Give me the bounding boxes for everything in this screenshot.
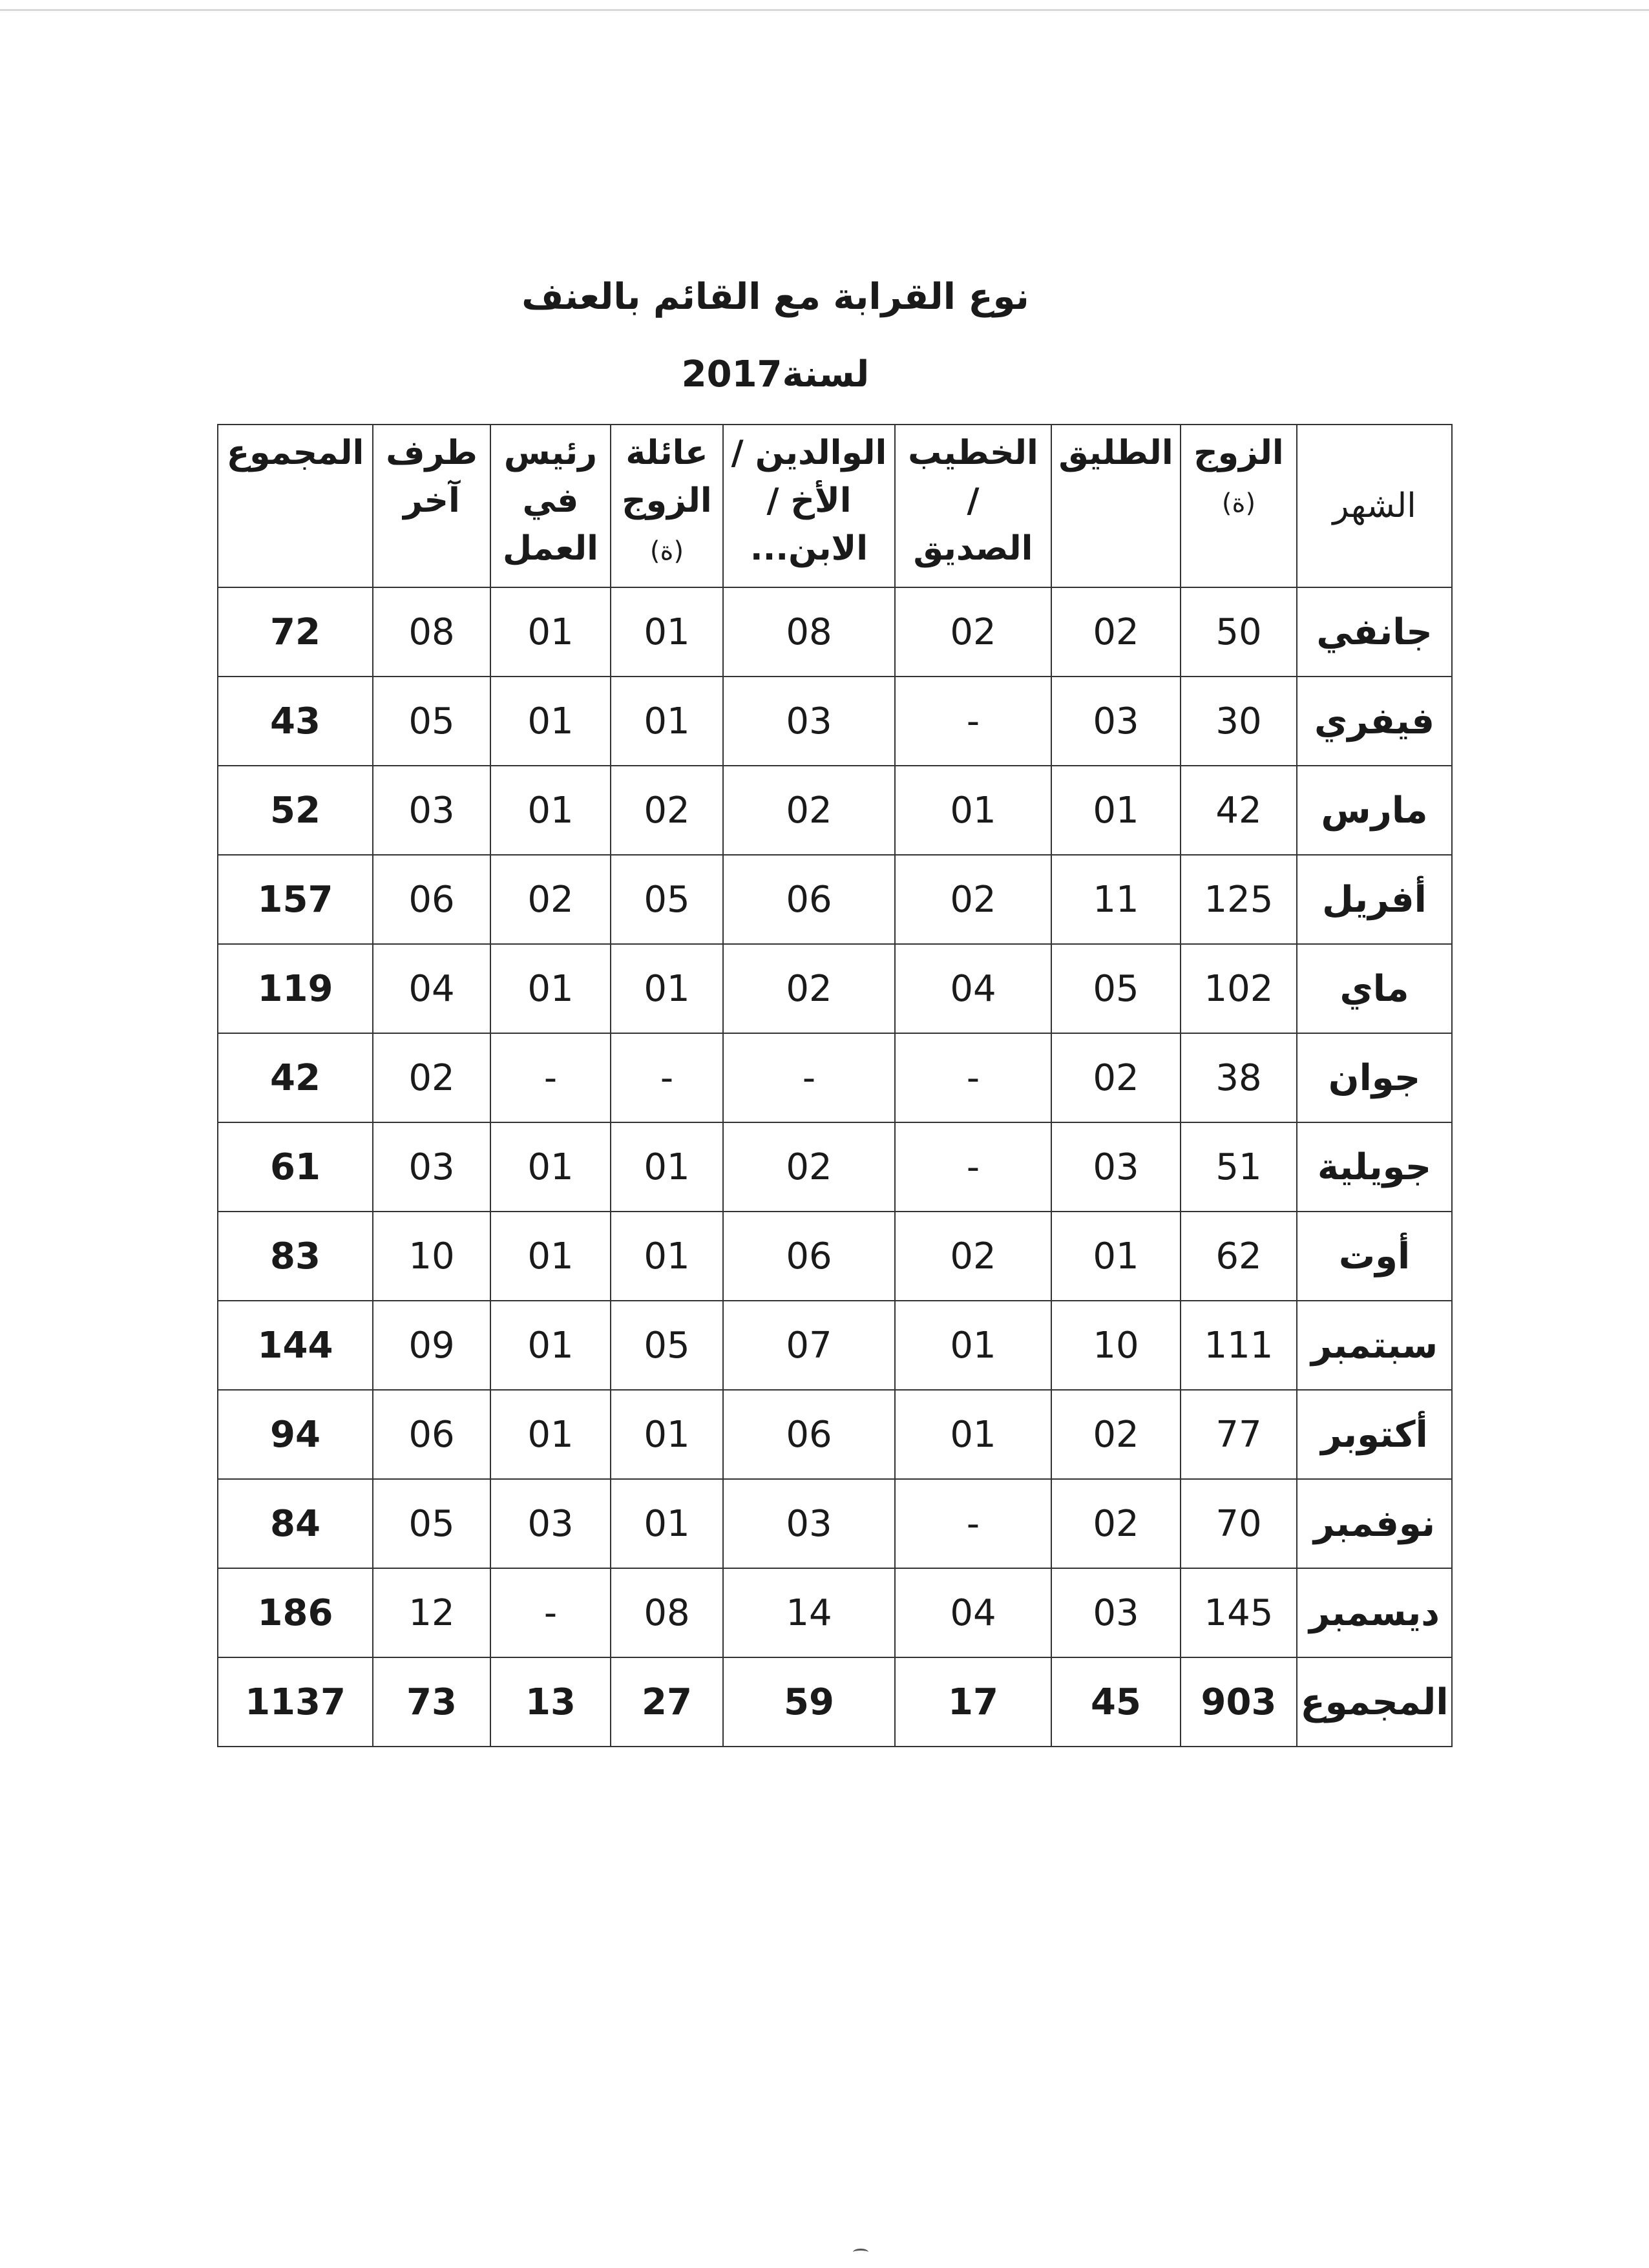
cell-month: جوان <box>1297 1033 1452 1122</box>
cell-other-party: 08 <box>373 587 490 677</box>
cell-total: 52 <box>218 766 373 855</box>
cell-work-boss: 01 <box>490 1212 611 1301</box>
cell-ex-husband: 01 <box>1051 1212 1181 1301</box>
cell-total: 72 <box>218 587 373 677</box>
cell-total: 42 <box>218 1033 373 1122</box>
cell-parents-sibling-son: 02 <box>723 944 895 1033</box>
table-row <box>218 855 1452 944</box>
cell-ex-husband: 03 <box>1051 677 1181 766</box>
cell-other-party: 03 <box>373 766 490 855</box>
cell-fiance-friend: - <box>895 1479 1051 1568</box>
cell-parents-sibling-son: 06 <box>723 1212 895 1301</box>
table-row <box>218 1479 1452 1568</box>
cell-total: 157 <box>218 855 373 944</box>
cell-month: المجموع <box>1297 1657 1452 1747</box>
table-row <box>218 1212 1452 1301</box>
cell-spouse-family: 01 <box>611 677 723 766</box>
cell-month: ماي <box>1297 944 1452 1033</box>
table-row <box>218 1390 1452 1479</box>
header-work-boss: رئيس في العمل <box>490 425 611 587</box>
cell-parents-sibling-son: 06 <box>723 1390 895 1479</box>
cell-spouse-family: 02 <box>611 766 723 855</box>
cell-husband: 50 <box>1181 587 1297 677</box>
total-row <box>218 1657 1452 1747</box>
header-parents-sibling-son: الوالدين / الأخ / الابن... <box>723 425 895 587</box>
cell-work-boss: 01 <box>490 766 611 855</box>
cell-total: 186 <box>218 1568 373 1657</box>
header-month: الشهر <box>1297 425 1452 587</box>
cell-other-party: 05 <box>373 1479 490 1568</box>
header-total: المجموع <box>218 425 373 587</box>
cell-other-party: 73 <box>373 1657 490 1747</box>
header-husband: الزوج (ة) <box>1181 425 1297 587</box>
cell-fiance-friend: 17 <box>895 1657 1051 1747</box>
cell-total: 83 <box>218 1212 373 1301</box>
cell-spouse-family: 01 <box>611 1122 723 1212</box>
table-row <box>218 944 1452 1033</box>
cell-husband: 38 <box>1181 1033 1297 1122</box>
cell-husband: 70 <box>1181 1479 1297 1568</box>
header-spouse-family: عائلة الزوج (ة) <box>611 425 723 587</box>
cell-spouse-family: 01 <box>611 1212 723 1301</box>
cell-other-party: 05 <box>373 677 490 766</box>
cell-month: أكتوبر <box>1297 1390 1452 1479</box>
cell-work-boss: 01 <box>490 1390 611 1479</box>
cell-month: نوفمبر <box>1297 1479 1452 1568</box>
cell-parents-sibling-son: 07 <box>723 1301 895 1390</box>
header-ex-husband: الطليق <box>1051 425 1181 587</box>
cell-ex-husband: 03 <box>1051 1568 1181 1657</box>
cell-month: جانفي <box>1297 587 1452 677</box>
header-fiance-friend: الخطيب / الصديق <box>895 425 1051 587</box>
cell-month: مارس <box>1297 766 1452 855</box>
cell-ex-husband: 02 <box>1051 587 1181 677</box>
cell-other-party: 10 <box>373 1212 490 1301</box>
cell-parents-sibling-son: 03 <box>723 677 895 766</box>
cell-husband: 77 <box>1181 1390 1297 1479</box>
table-row <box>218 587 1452 677</box>
cell-work-boss: 13 <box>490 1657 611 1747</box>
cell-parents-sibling-son: 06 <box>723 855 895 944</box>
table-row <box>218 766 1452 855</box>
cell-ex-husband: 03 <box>1051 1122 1181 1212</box>
cell-month: ديسمبر <box>1297 1568 1452 1657</box>
cell-spouse-family: - <box>611 1033 723 1122</box>
page-title: نوع القرابة مع القائم بالعنف لسنة2017 <box>521 276 1029 395</box>
cell-parents-sibling-son: - <box>723 1033 895 1122</box>
cell-parents-sibling-son: 02 <box>723 1122 895 1212</box>
cell-work-boss: 01 <box>490 587 611 677</box>
cell-spouse-family: 01 <box>611 1390 723 1479</box>
cell-month: فيفري <box>1297 677 1452 766</box>
cell-spouse-family: 08 <box>611 1568 723 1657</box>
cell-husband: 125 <box>1181 855 1297 944</box>
cell-husband: 30 <box>1181 677 1297 766</box>
cell-work-boss: 02 <box>490 855 611 944</box>
cell-work-boss: 01 <box>490 677 611 766</box>
cell-husband: 42 <box>1181 766 1297 855</box>
cell-fiance-friend: 04 <box>895 1568 1051 1657</box>
cell-ex-husband: 02 <box>1051 1479 1181 1568</box>
cell-other-party: 06 <box>373 855 490 944</box>
cell-husband: 51 <box>1181 1122 1297 1212</box>
cell-total: 43 <box>218 677 373 766</box>
cell-month: جويلية <box>1297 1122 1452 1212</box>
cell-husband: 903 <box>1181 1657 1297 1747</box>
cell-other-party: 12 <box>373 1568 490 1657</box>
table-row <box>218 1568 1452 1657</box>
table-row <box>218 1033 1452 1122</box>
cell-husband: 145 <box>1181 1568 1297 1657</box>
relationship-table <box>217 424 1453 1747</box>
table-row <box>218 1122 1452 1212</box>
cell-other-party: 02 <box>373 1033 490 1122</box>
cell-month: سبتمبر <box>1297 1301 1452 1390</box>
cell-fiance-friend: - <box>895 1122 1051 1212</box>
page-number-mark <box>853 2249 868 2256</box>
cell-work-boss: - <box>490 1568 611 1657</box>
cell-husband: 62 <box>1181 1212 1297 1301</box>
cell-parents-sibling-son: 02 <box>723 766 895 855</box>
cell-spouse-family: 05 <box>611 855 723 944</box>
cell-fiance-friend: 02 <box>895 1212 1051 1301</box>
cell-ex-husband: 05 <box>1051 944 1181 1033</box>
table-row <box>218 677 1452 766</box>
cell-work-boss: 01 <box>490 944 611 1033</box>
cell-fiance-friend: 01 <box>895 1301 1051 1390</box>
cell-other-party: 09 <box>373 1301 490 1390</box>
cell-month: أفريل <box>1297 855 1452 944</box>
cell-ex-husband: 10 <box>1051 1301 1181 1390</box>
cell-total: 119 <box>218 944 373 1033</box>
cell-total: 61 <box>218 1122 373 1212</box>
cell-spouse-family: 27 <box>611 1657 723 1747</box>
cell-husband: 102 <box>1181 944 1297 1033</box>
cell-fiance-friend: - <box>895 1033 1051 1122</box>
cell-ex-husband: 02 <box>1051 1033 1181 1122</box>
cell-parents-sibling-son: 59 <box>723 1657 895 1747</box>
table-row <box>218 1301 1452 1390</box>
table-body <box>218 587 1452 1747</box>
cell-spouse-family: 01 <box>611 587 723 677</box>
cell-ex-husband: 02 <box>1051 1390 1181 1479</box>
cell-ex-husband: 11 <box>1051 855 1181 944</box>
header-other-party: طرف آخر <box>373 425 490 587</box>
cell-month: أوت <box>1297 1212 1452 1301</box>
cell-total: 144 <box>218 1301 373 1390</box>
cell-fiance-friend: 02 <box>895 587 1051 677</box>
cell-ex-husband: 45 <box>1051 1657 1181 1747</box>
cell-fiance-friend: 01 <box>895 1390 1051 1479</box>
cell-fiance-friend: 04 <box>895 944 1051 1033</box>
cell-total: 84 <box>218 1479 373 1568</box>
cell-fiance-friend: 01 <box>895 766 1051 855</box>
cell-fiance-friend: - <box>895 677 1051 766</box>
cell-work-boss: 03 <box>490 1479 611 1568</box>
cell-fiance-friend: 02 <box>895 855 1051 944</box>
cell-total: 1137 <box>218 1657 373 1747</box>
cell-parents-sibling-son: 03 <box>723 1479 895 1568</box>
cell-other-party: 06 <box>373 1390 490 1479</box>
cell-ex-husband: 01 <box>1051 766 1181 855</box>
cell-work-boss: 01 <box>490 1301 611 1390</box>
cell-work-boss: 01 <box>490 1122 611 1212</box>
cell-spouse-family: 01 <box>611 1479 723 1568</box>
cell-spouse-family: 01 <box>611 944 723 1033</box>
header-row <box>218 425 1452 587</box>
cell-parents-sibling-son: 14 <box>723 1568 895 1657</box>
cell-other-party: 04 <box>373 944 490 1033</box>
scan-edge-line <box>0 9 1649 11</box>
cell-work-boss: - <box>490 1033 611 1122</box>
cell-husband: 111 <box>1181 1301 1297 1390</box>
cell-spouse-family: 05 <box>611 1301 723 1390</box>
cell-other-party: 03 <box>373 1122 490 1212</box>
cell-parents-sibling-son: 08 <box>723 587 895 677</box>
cell-total: 94 <box>218 1390 373 1479</box>
